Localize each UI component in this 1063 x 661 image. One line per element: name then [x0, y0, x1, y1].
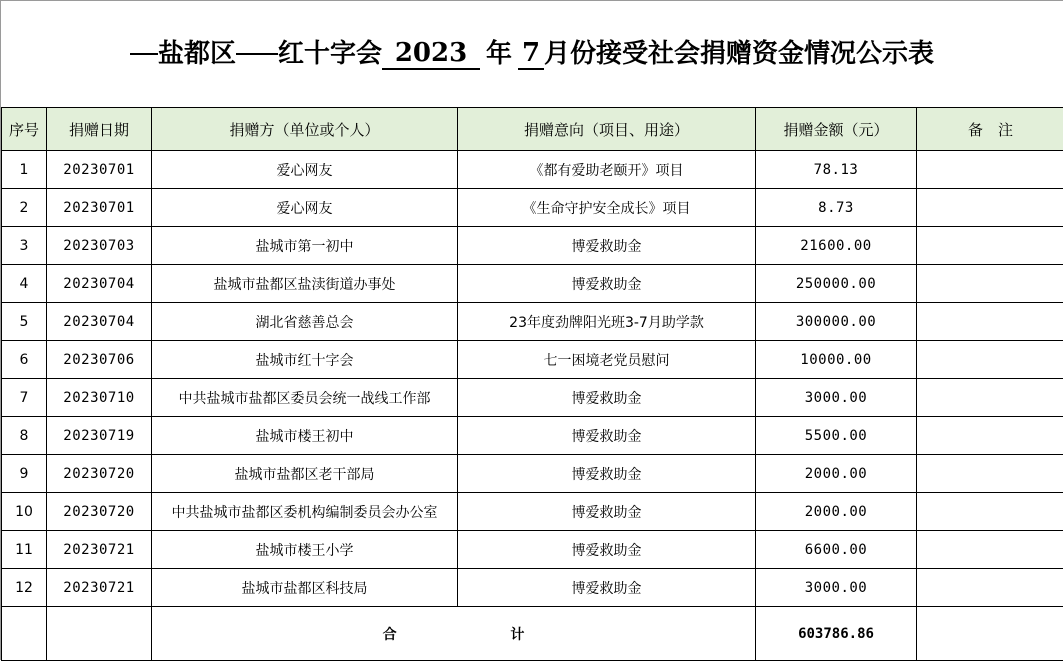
- title-blank-2: [236, 53, 278, 55]
- header-remark: 备 注: [917, 108, 1063, 151]
- cell-amount: 2000.00: [756, 455, 917, 493]
- cell-remark: [917, 227, 1063, 265]
- cell-date: 20230701: [47, 189, 152, 227]
- cell-date: 20230704: [47, 265, 152, 303]
- cell-purpose: 博爱救助金: [458, 569, 756, 607]
- header-donor: 捐赠方（单位或个人）: [152, 108, 458, 151]
- cell-date: 20230720: [47, 455, 152, 493]
- cell-purpose: 《都有爱助老颐开》项目: [458, 151, 756, 189]
- cell-remark: [917, 417, 1063, 455]
- cell-seq: 7: [2, 379, 47, 417]
- cell-donor: 爱心网友: [152, 189, 458, 227]
- table-row: [2, 455, 1063, 493]
- cell-purpose: 博爱救助金: [458, 265, 756, 303]
- table-row: [2, 493, 1063, 531]
- cell-remark: [917, 569, 1063, 607]
- donation-table: [1, 107, 1063, 661]
- cell-remark: [917, 493, 1063, 531]
- cell-purpose: 七一困境老党员慰问: [458, 341, 756, 379]
- cell-amount: 250000.00: [756, 265, 917, 303]
- cell-amount: 10000.00: [756, 341, 917, 379]
- cell-seq: 6: [2, 341, 47, 379]
- cell-purpose: 博爱救助金: [458, 379, 756, 417]
- cell-amount: 5500.00: [756, 417, 917, 455]
- cell-purpose: 23年度劲牌阳光班3-7月助学款: [458, 303, 756, 341]
- cell-date: 20230721: [47, 569, 152, 607]
- cell-remark: [917, 531, 1063, 569]
- cell-date: 20230719: [47, 417, 152, 455]
- page-title: [1, 1, 1063, 107]
- header-seq: 序号: [2, 108, 47, 151]
- header-amount: 捐赠金额（元）: [756, 108, 917, 151]
- table-row: [2, 569, 1063, 607]
- cell-seq: 3: [2, 227, 47, 265]
- cell-remark: [917, 455, 1063, 493]
- cell-remark: [917, 265, 1063, 303]
- table-row: [2, 189, 1063, 227]
- cell-remark: [917, 379, 1063, 417]
- cell-seq: 2: [2, 189, 47, 227]
- cell-seq: 5: [2, 303, 47, 341]
- header-date: 捐赠日期: [47, 108, 152, 151]
- table-row: [2, 227, 1063, 265]
- cell-purpose: 博爱救助金: [458, 493, 756, 531]
- cell-date: 20230710: [47, 379, 152, 417]
- cell-donor: 盐城市楼王小学: [152, 531, 458, 569]
- title-org: 红十字会: [278, 39, 382, 69]
- table-row: [2, 531, 1063, 569]
- cell-donor: 湖北省慈善总会: [152, 303, 458, 341]
- table-row: [2, 265, 1063, 303]
- cell-amount: 3000.00: [756, 379, 917, 417]
- table-row: [2, 151, 1063, 189]
- cell-donor: 盐城市盐都区老干部局: [152, 455, 458, 493]
- cell-amount: 6600.00: [756, 531, 917, 569]
- total-empty-remark: [917, 607, 1063, 661]
- table-row: [2, 417, 1063, 455]
- cell-purpose: 博爱救助金: [458, 417, 756, 455]
- cell-remark: [917, 151, 1063, 189]
- cell-remark: [917, 189, 1063, 227]
- table-row: [2, 341, 1063, 379]
- cell-seq: 8: [2, 417, 47, 455]
- cell-donor: 盐城市盐都区科技局: [152, 569, 458, 607]
- cell-donor: 中共盐城市盐都区委员会统一战线工作部: [152, 379, 458, 417]
- table-row: [2, 379, 1063, 417]
- title-district: 盐都区: [158, 39, 236, 69]
- total-label-left: 合: [383, 624, 397, 644]
- title-year: 2023: [382, 38, 480, 70]
- cell-donor: 爱心网友: [152, 151, 458, 189]
- cell-seq: 12: [2, 569, 47, 607]
- cell-date: 20230721: [47, 531, 152, 569]
- cell-donor: 盐城市盐都区盐渎街道办事处: [152, 265, 458, 303]
- cell-remark: [917, 341, 1063, 379]
- cell-remark: [917, 303, 1063, 341]
- cell-date: 20230704: [47, 303, 152, 341]
- total-label-right: 计: [510, 624, 524, 644]
- title-month-suffix: 月份接受社会捐赠资金情况公示表: [544, 39, 934, 69]
- cell-donor: 盐城市红十字会: [152, 341, 458, 379]
- cell-seq: 9: [2, 455, 47, 493]
- cell-amount: 3000.00: [756, 569, 917, 607]
- cell-date: 20230701: [47, 151, 152, 189]
- cell-purpose: 《生命守护安全成长》项目: [458, 189, 756, 227]
- total-empty-seq: [2, 607, 47, 661]
- cell-purpose: 博爱救助金: [458, 531, 756, 569]
- cell-amount: 8.73: [756, 189, 917, 227]
- cell-donor: 盐城市第一初中: [152, 227, 458, 265]
- cell-seq: 11: [2, 531, 47, 569]
- cell-seq: 10: [2, 493, 47, 531]
- cell-donor: 盐城市楼王初中: [152, 417, 458, 455]
- cell-purpose: 博爱救助金: [458, 227, 756, 265]
- cell-amount: 78.13: [756, 151, 917, 189]
- cell-amount: 300000.00: [756, 303, 917, 341]
- title-month: 7: [518, 38, 544, 70]
- cell-amount: 2000.00: [756, 493, 917, 531]
- cell-seq: 1: [2, 151, 47, 189]
- cell-date: 20230703: [47, 227, 152, 265]
- total-label: [152, 607, 756, 661]
- cell-seq: 4: [2, 265, 47, 303]
- cell-date: 20230706: [47, 341, 152, 379]
- header-purpose: 捐赠意向（项目、用途）: [458, 108, 756, 151]
- cell-amount: 21600.00: [756, 227, 917, 265]
- header-row: [2, 108, 1063, 151]
- cell-date: 20230720: [47, 493, 152, 531]
- cell-purpose: 博爱救助金: [458, 455, 756, 493]
- total-row: [2, 607, 1063, 661]
- title-blank-1: [130, 53, 158, 55]
- total-empty-date: [47, 607, 152, 661]
- table-row: [2, 303, 1063, 341]
- cell-donor: 中共盐城市盐都区委机构编制委员会办公室: [152, 493, 458, 531]
- title-year-suffix: 年: [486, 39, 512, 69]
- total-amount: 603786.86: [756, 607, 917, 661]
